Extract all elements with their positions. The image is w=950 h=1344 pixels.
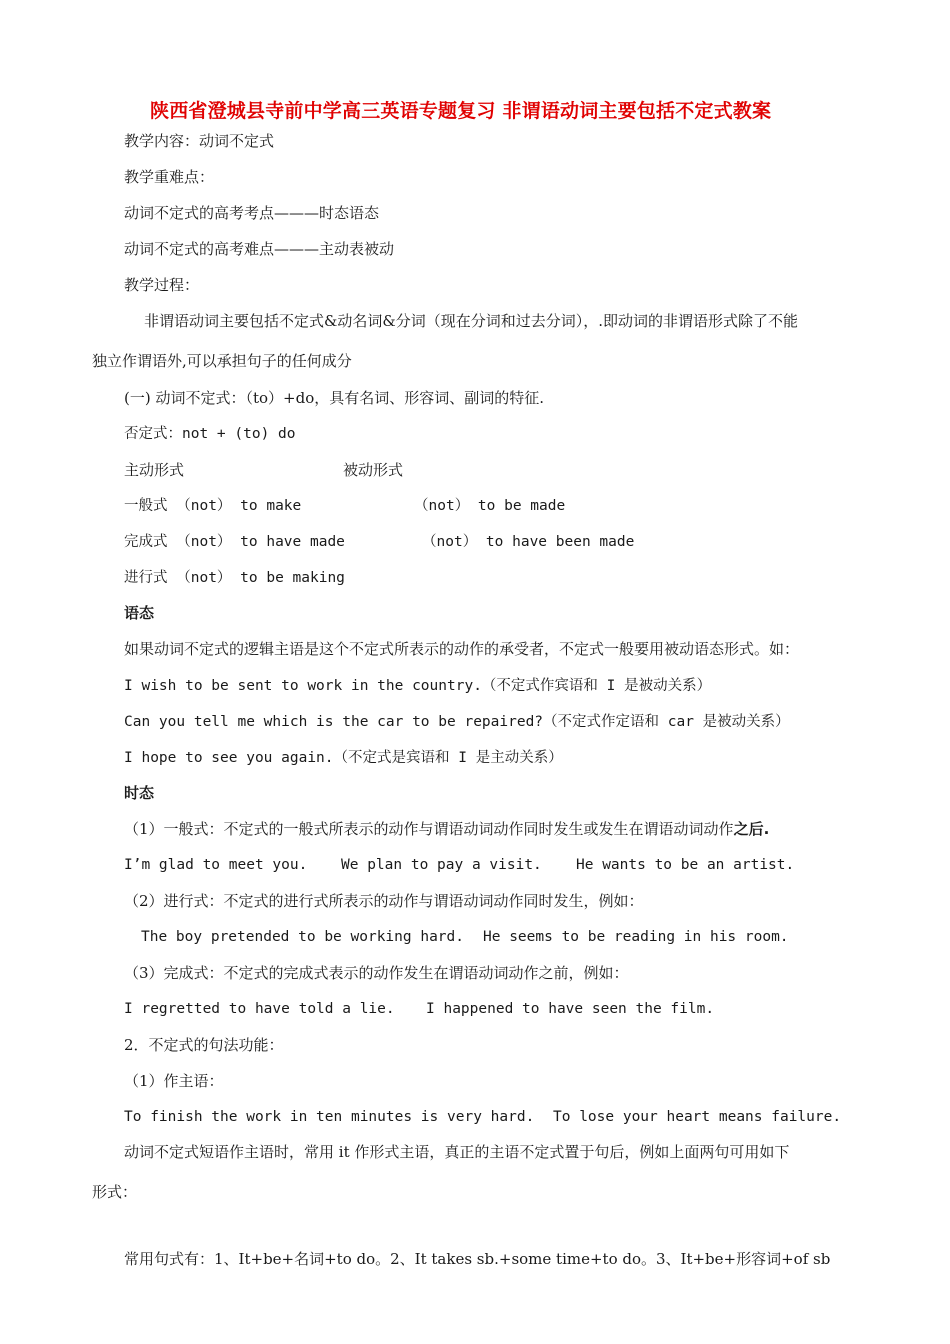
- perfect-form-passive: （not） to have been made: [422, 534, 635, 550]
- formal-subject-explanation-2: 形式：: [92, 1183, 138, 1201]
- voice-explanation: 如果动词不定式的逻辑主语是这个不定式所表示的动作的承受者，不定式一般要用被动语态形式。如：: [124, 640, 800, 658]
- perfect-form-active: 完成式 （not） to have made: [124, 534, 345, 550]
- voice-example-3: I hope to see you again.（不定式是宾语和 I 是主动关系）: [124, 750, 563, 766]
- key-points-heading: 教学重难点：: [124, 168, 215, 186]
- simple-tense-explanation: [124, 819, 769, 839]
- simple-form-active: 一般式 （not） to make: [124, 498, 302, 514]
- exam-difficulty-line: 动词不定式的高考难点———主动表被动: [124, 240, 395, 258]
- perfect-tense-example-1: I regretted to have told a lie.: [124, 1001, 395, 1017]
- tense-heading: 时态: [124, 784, 155, 802]
- as-subject-heading: （1）作主语：: [124, 1072, 224, 1090]
- progressive-tense-example-2: He seems to be reading in his room.: [483, 929, 789, 945]
- progressive-tense-explanation: （2）进行式：不定式的进行式所表示的动作与谓语动词动作同时发生，例如：: [124, 892, 644, 910]
- negative-form-line: 否定式：not + (to) do: [124, 426, 296, 442]
- simple-tense-example-2: We plan to pay a visit.: [341, 857, 542, 873]
- infinitive-definition-line: (一) 动词不定式：（to）+do，具有名词、形容词、副词的特征.: [124, 389, 545, 407]
- perfect-tense-example-2: I happened to have seen the film.: [426, 1001, 715, 1017]
- intro-paragraph-line-1: 非谓语动词主要包括不定式&动名词&分词（现在分词和过去分词），.即动词的非谓语形式除了不能: [144, 312, 798, 330]
- voice-heading: 语态: [124, 604, 155, 622]
- teaching-process-heading: 教学过程：: [124, 276, 200, 294]
- simple-tense-example-3: He wants to be an artist.: [576, 857, 795, 873]
- progressive-form-active: 进行式 （not） to be making: [124, 570, 345, 586]
- simple-form-passive: （not） to be made: [414, 498, 566, 514]
- active-form-header: 主动形式: [124, 461, 185, 479]
- as-subject-example-1: To finish the work in ten minutes is very hard.: [124, 1109, 535, 1125]
- passive-form-header: 被动形式: [343, 461, 404, 479]
- teaching-content-line: 教学内容：动词不定式: [124, 132, 275, 150]
- simple-tense-text: （1）一般式：不定式的一般式所表示的动作与谓语动词动作同时发生或发生在谓语动词动作: [124, 820, 734, 838]
- voice-example-2: Can you tell me which is the car to be repaired?（不定式作定语和 car 是被动关系）: [124, 714, 790, 730]
- exam-point-line: 动词不定式的高考考点———时态语态: [124, 204, 380, 222]
- voice-example-1: I wish to be sent to work in the country.（不定式作宾语和 I 是被动关系）: [124, 678, 712, 694]
- simple-tense-emphasis: 之后.: [733, 820, 770, 838]
- progressive-tense-example-1: The boy pretended to be working hard.: [141, 929, 465, 945]
- syntax-function-heading: 2．不定式的句法功能：: [124, 1036, 284, 1054]
- perfect-tense-explanation: （3）完成式：不定式的完成式表示的动作发生在谓语动词动作之前，例如：: [124, 964, 629, 982]
- simple-tense-example-1: I’m glad to meet you.: [124, 857, 308, 873]
- intro-paragraph-line-2: 独立作谓语外,可以承担句子的任何成分: [92, 352, 352, 370]
- as-subject-example-2: To lose your heart means failure.: [553, 1109, 842, 1125]
- formal-subject-explanation-1: 动词不定式短语作主语时，常用 it 作形式主语，真正的主语不定式置于句后，例如上面两句可用如下: [124, 1143, 790, 1161]
- common-patterns-line: 常用句式有：1、It+be+名词+to do。2、It takes sb.+some time+to do。3、It+be+形容词+of sb: [124, 1250, 831, 1268]
- document-title: 陕西省澄城县寺前中学高三英语专题复习 非谓语动词主要包括不定式教案: [150, 100, 772, 122]
